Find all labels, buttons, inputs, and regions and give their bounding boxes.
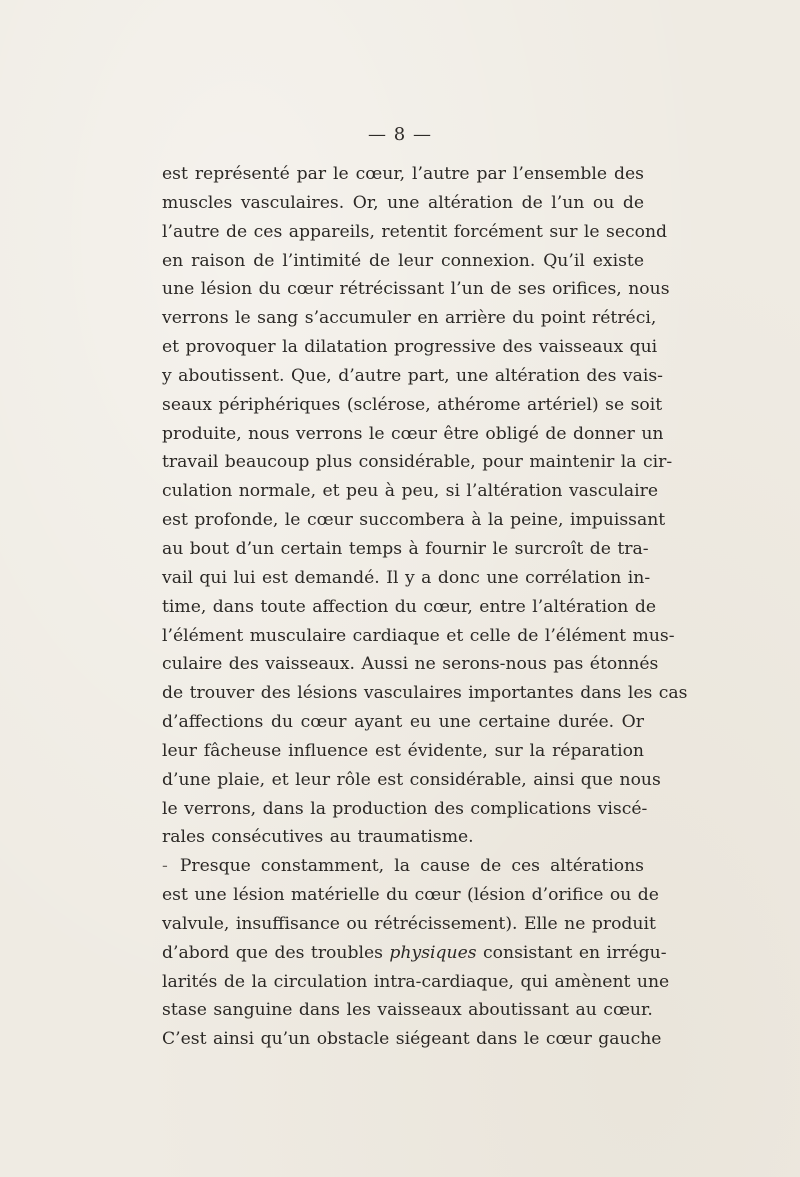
text-line: stase sanguine dans les vaisseaux aboutissant au cœur. (162, 1000, 653, 1021)
text-line: est une lésion matérielle du cœur (lésion d’orifice ou de (162, 885, 659, 906)
text-line: est représenté par le cœur, l’autre par l’ensemble des (162, 164, 644, 184)
text-line: une lésion du cœur rétrécissant l’un de ses orifices, nous (162, 279, 670, 300)
text-line: produite, nous verrons le cœur être obligé de donner un (162, 423, 664, 444)
text-line: culation normale, et peu à peu, si l’altération vasculaire (162, 481, 659, 502)
text-line: muscles vasculaires. Or, une altération de l’un ou de (162, 192, 644, 213)
body-text (162, 160, 688, 1054)
text-line: seaux périphériques (sclérose, athérome artériel) se soit (162, 394, 663, 415)
text-line-with-italic (162, 939, 667, 968)
text-line: l’élément musculaire cardiaque et celle de l’élément mus- (162, 625, 675, 646)
italic-word: physiques (389, 942, 477, 963)
text-line: est profonde, le cœur succombera à la peine, impuissant (162, 510, 666, 531)
text-segment: d’abord que des troubles (162, 942, 390, 963)
text-line: en raison de l’intimité de leur connexion. Qu’il existe (162, 250, 644, 271)
paragraph-first-line-text: Presque constamment, la cause de ces altérations (179, 856, 644, 877)
text-line: y aboutissent. Que, d’autre part, une altération des vais- (162, 365, 663, 386)
text-line: vail qui lui est demandé. Il y a donc une corrélation in- (162, 567, 651, 588)
text-line: de trouver des lésions vasculaires importantes dans les cas (162, 683, 688, 704)
text-line: C’est ainsi qu’un obstacle siégeant dans le cœur gauche (162, 1029, 662, 1050)
text-line: au bout d’un certain temps à fournir le surcroît de tra- (162, 538, 649, 559)
text-line: larités de la circulation intra-cardiaque, qui amènent une (162, 971, 670, 992)
text-line: d’une plaie, et leur rôle est considérable, ainsi que nous (162, 769, 661, 790)
paragraph-first-line (162, 852, 644, 881)
text-line: d’affections du cœur ayant eu une certaine durée. Or (162, 712, 644, 733)
text-line: travail beaucoup plus considérable, pour maintenir la cir- (162, 452, 673, 473)
text-line: culaire des vaisseaux. Aussi ne serons-nous pas étonnés (162, 654, 659, 675)
text-line: leur fâcheuse influence est évidente, sur la réparation (162, 740, 644, 761)
text-line: verrons le sang s’accumuler en arrière du point rétréci, (162, 308, 657, 329)
text-line: et provoquer la dilatation progressive des vaisseaux qui (162, 337, 658, 358)
page-number: — 8 — (368, 124, 432, 145)
paragraph-mark: - (162, 856, 168, 877)
text-line: l’autre de ces appareils, retentit forcément sur le second (162, 221, 668, 242)
text-line: valvule, insuffisance ou rétrécissement). Elle ne produit (162, 913, 656, 934)
text-line: time, dans toute affection du cœur, entre l’altération de (162, 596, 656, 617)
text-segment: consistant en irrégu- (476, 942, 667, 963)
text-line: le verrons, dans la production des complications viscé- (162, 798, 648, 819)
text-line: rales consécutives au traumatisme. (162, 827, 474, 848)
